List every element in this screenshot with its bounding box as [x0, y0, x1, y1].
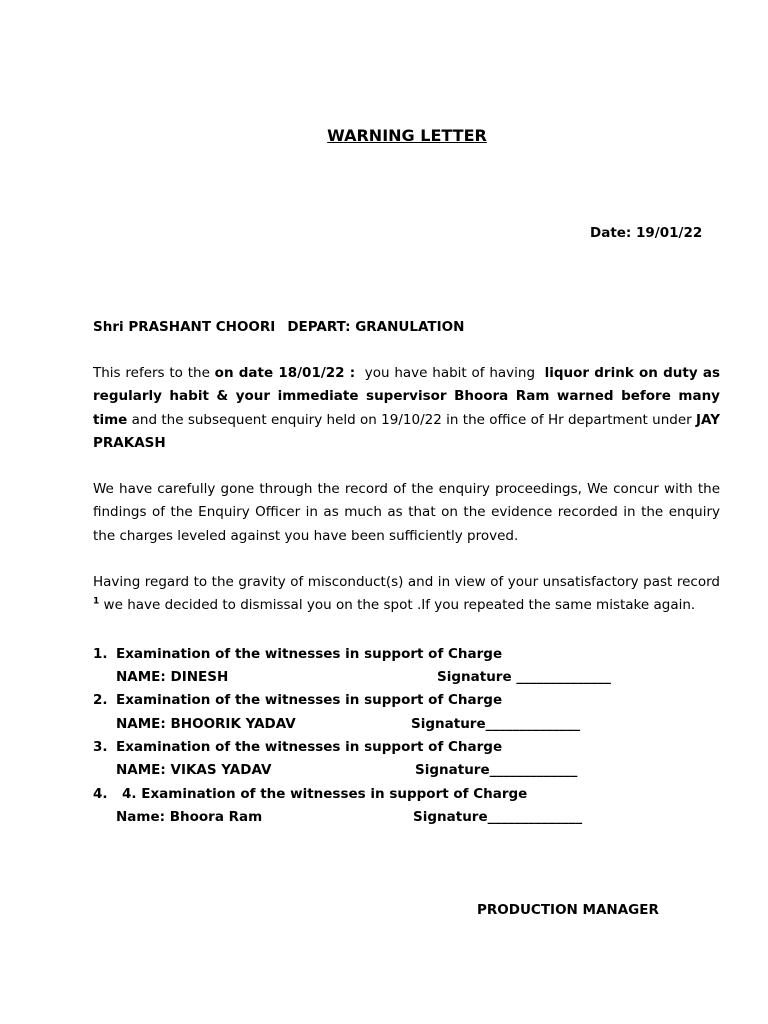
paragraph-decision [93, 571, 720, 618]
recipient-line [93, 319, 464, 335]
witness-heading: Examination of the witnesses in support of Charge [116, 692, 503, 708]
witness-number: 1. [93, 646, 108, 662]
paragraph-reference [93, 362, 720, 455]
p1-text-2: you have habit of having [355, 365, 545, 381]
p1-text-3: and the subsequent enquiry held on 19/10/22 in the office of Hr department under [127, 411, 697, 428]
witness-number: 4. [93, 786, 108, 802]
signer-title: PRODUCTION MANAGER [477, 902, 659, 918]
paragraph-findings: We have carefully gone through the record of the enquiry proceedings, We concur with the findings of the Enquiry Officer in as much as that on the evidence recorded in the enquiry the charges leveled against you have been sufficiently proved. [93, 481, 720, 544]
witness-number: 2. [93, 692, 108, 708]
letter-title: WARNING LETTER [327, 126, 487, 145]
witness-name: NAME: BHOORIK YADAV [116, 716, 296, 732]
footnote-marker: 1 [93, 596, 100, 607]
p1-bold-officer: JAY PRAKASH [93, 411, 720, 451]
witness-heading: Examination of the witnesses in support of Charge [116, 739, 503, 755]
recipient-department: DEPART: GRANULATION [287, 319, 465, 335]
witness-signature: Signature ______________ [437, 669, 611, 685]
witness-name: NAME: DINESH [116, 669, 229, 685]
letter-date: Date: 19/01/22 [590, 225, 703, 241]
recipient-name: Shri PRASHANT CHOORI [93, 319, 276, 335]
witness-heading: Examination of the witnesses in support of Charge [116, 646, 503, 662]
p3-text-1: Having regard to the gravity of misconduct(s) and in view of your unsatisfactory past record [93, 574, 720, 590]
p1-text-1: This refers to the [93, 365, 215, 381]
witness-name: NAME: VIKAS YADAV [116, 762, 272, 778]
witness-name: Name: Bhoora Ram [116, 809, 263, 825]
witness-signature: Signature______________ [413, 809, 583, 825]
witness-signature: Signature_____________ [415, 762, 578, 778]
p1-bold-charge: liquor drink on duty as regularly habit & your immediate supervisor Bhoora Ram warned before many time [93, 365, 720, 428]
p3-text-2: we have decided to dismissal you on the spot .If you repeated the same mistake again. [99, 597, 696, 614]
witness-number: 3. [93, 739, 108, 755]
p1-bold-date: on date 18/01/22 : [214, 365, 356, 381]
witness-signature: Signature______________ [411, 716, 581, 732]
witness-heading: 4. Examination of the witnesses in support of Charge [122, 786, 528, 802]
